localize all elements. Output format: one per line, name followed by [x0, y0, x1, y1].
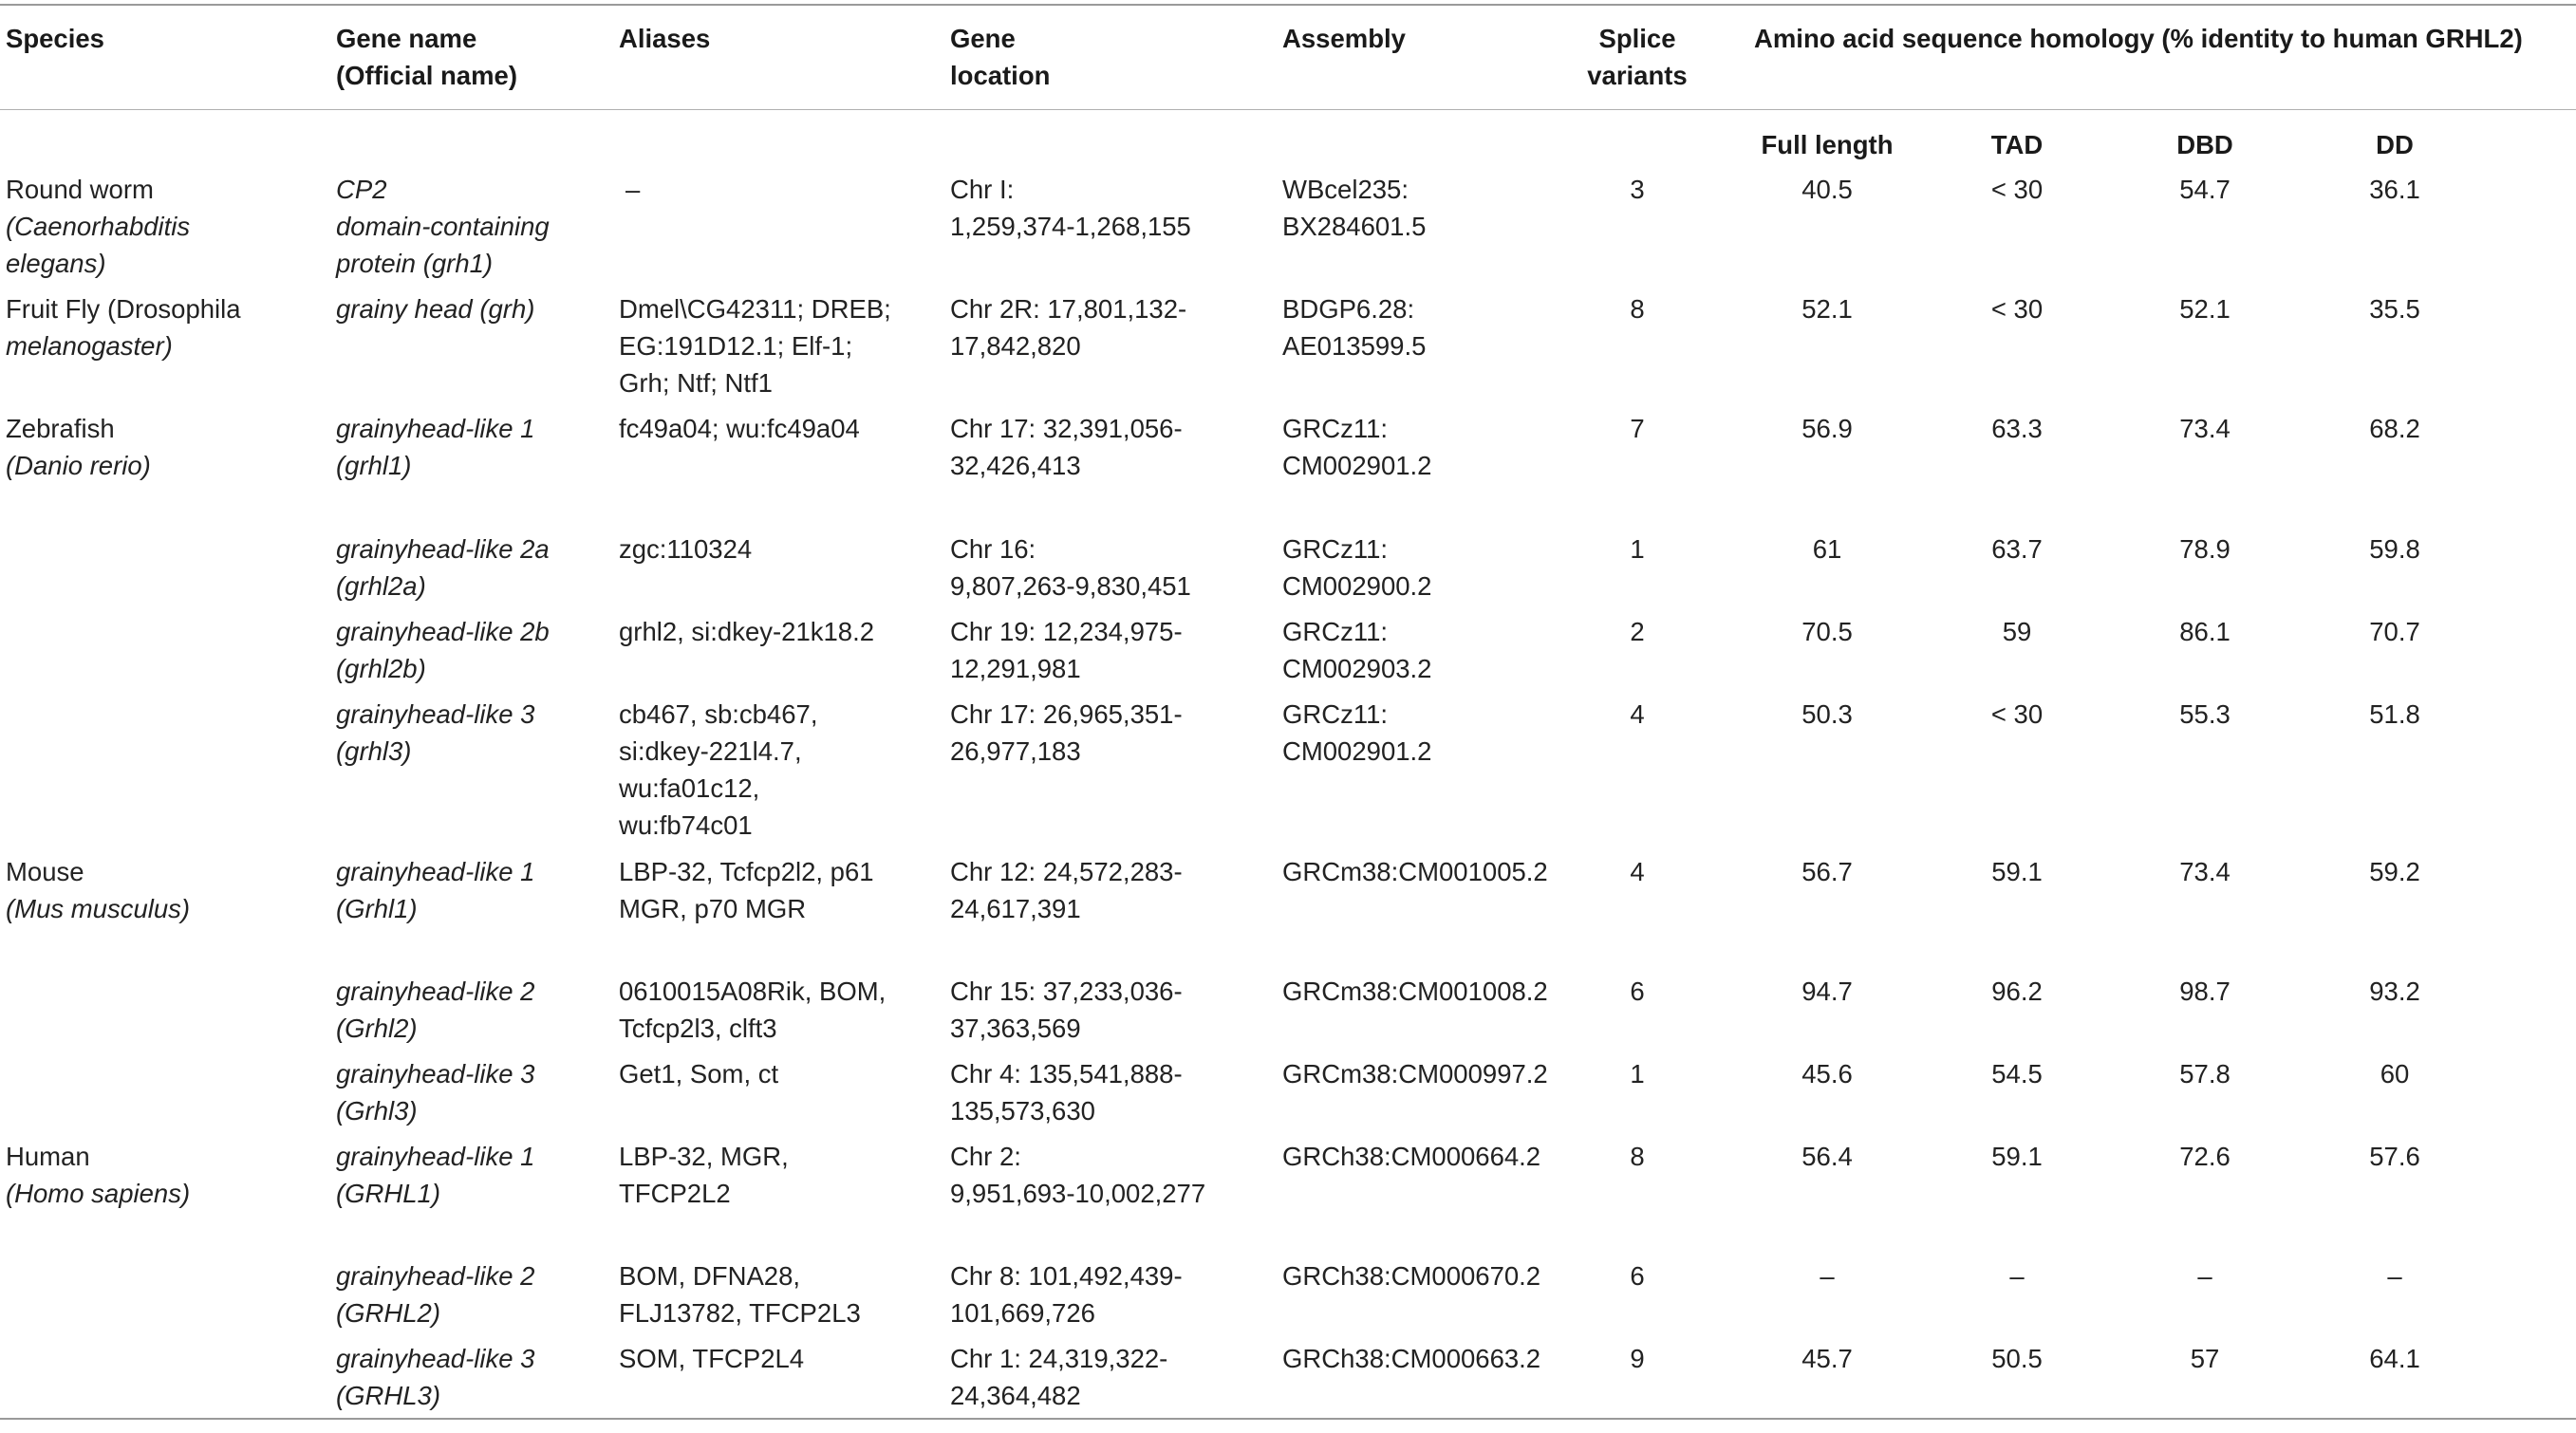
tad-cell: – [2009, 1261, 2025, 1291]
header-dd: DD [2376, 130, 2414, 159]
gene-name-cell: grainyhead-like 3 (Grhl3) [336, 1059, 535, 1126]
gene-name-cell: grainyhead-like 2 (Grhl2) [336, 977, 535, 1043]
gene-location-cell: Chr 17: 32,391,056- 32,426,413 [950, 414, 1183, 480]
gene-name-cell: CP2 domain-containing protein (grh1) [336, 175, 550, 278]
assembly-cell: GRCz11: CM002900.2 [1282, 534, 1432, 601]
dbd-cell: 98.7 [2179, 977, 2231, 1006]
assembly-cell: WBcel235: BX284601.5 [1282, 175, 1427, 241]
aliases-cell: cb467, sb:cb467, si:dkey-221l4.7, wu:fa01c12, wu:fb74c01 [619, 699, 818, 840]
assembly-cell: GRCz11: CM002901.2 [1282, 414, 1432, 480]
gene-name-cell: grainyhead-like 1 (Grhl1) [336, 857, 535, 923]
dbd-cell: – [2197, 1261, 2212, 1291]
gene-location-cell: Chr 1: 24,319,322- 24,364,482 [950, 1344, 1168, 1410]
dd-cell: 59.8 [2369, 534, 2420, 564]
gene-name-cell: grainyhead-like 2a (grhl2a) [336, 534, 550, 601]
tad-cell: < 30 [1990, 294, 2044, 324]
assembly-cell: GRCh38:CM000664.2 [1282, 1142, 1541, 1171]
dbd-cell: 54.7 [2179, 175, 2231, 204]
assembly-cell: GRCm38:CM001005.2 [1282, 857, 1548, 886]
assembly-cell: GRCz11: CM002903.2 [1282, 617, 1432, 683]
dd-cell: 93.2 [2369, 977, 2420, 1006]
full-length-cell: 50.3 [1801, 699, 1853, 729]
gene-name-cell: grainyhead-like 1 (GRHL1) [336, 1142, 535, 1208]
tad-cell: 59.1 [1991, 857, 2043, 886]
assembly-cell: GRCh38:CM000670.2 [1282, 1261, 1541, 1291]
header-homology-group: Amino acid sequence homology (% identity to human GRHL2) [1754, 24, 2523, 53]
dd-cell: 59.2 [2369, 857, 2420, 886]
header-aliases: Aliases [619, 24, 711, 53]
full-length-cell: 56.9 [1801, 414, 1853, 443]
dbd-cell: 73.4 [2179, 857, 2231, 886]
dd-cell: 36.1 [2369, 175, 2420, 204]
splice-variants-cell: 1 [1630, 1059, 1645, 1089]
gene-location-cell: Chr 19: 12,234,975- 12,291,981 [950, 617, 1183, 683]
tad-cell: < 30 [1990, 175, 2044, 204]
aliases-cell: SOM, TFCP2L4 [619, 1344, 805, 1373]
aliases-cell: fc49a04; wu:fc49a04 [619, 414, 860, 443]
tad-cell: 59 [2002, 617, 2032, 646]
aliases-cell: 0610015A08Rik, BOM, Tcfcp2l3, clft3 [619, 977, 887, 1043]
gene-name-cell: grainyhead-like 1 (grhl1) [336, 414, 535, 480]
tad-cell: 54.5 [1991, 1059, 2043, 1089]
dbd-cell: 86.1 [2179, 617, 2231, 646]
aliases-cell: Dmel\CG42311; DREB; EG:191D12.1; Elf-1; Grh; Ntf; Ntf1 [619, 294, 891, 398]
tad-cell: 59.1 [1991, 1142, 2043, 1171]
splice-variants-cell: 6 [1630, 1261, 1645, 1291]
dd-cell: 35.5 [2369, 294, 2420, 324]
dbd-cell: 72.6 [2179, 1142, 2231, 1171]
aliases-cell: LBP-32, Tcfcp2l2, p61 MGR, p70 MGR [619, 857, 874, 923]
full-length-cell: 45.6 [1801, 1059, 1853, 1089]
dd-cell: 51.8 [2369, 699, 2420, 729]
tad-cell: 50.5 [1991, 1344, 2043, 1373]
aliases-cell: grhl2, si:dkey-21k18.2 [619, 617, 875, 646]
header-tad: TAD [1990, 130, 2044, 159]
dbd-cell: 52.1 [2179, 294, 2231, 324]
splice-variants-cell: 2 [1630, 617, 1645, 646]
dbd-cell: 73.4 [2179, 414, 2231, 443]
dbd-cell: 78.9 [2179, 534, 2231, 564]
tad-cell: 96.2 [1991, 977, 2043, 1006]
header-splice-variants: Splice variants [1587, 24, 1688, 90]
header-full-length: Full length [1761, 130, 1894, 159]
header-species: Species [6, 24, 104, 53]
species-mouse: Mouse (Mus musculus) [6, 857, 191, 923]
header-gene-location: Gene location [950, 24, 1051, 90]
splice-variants-cell: 3 [1630, 175, 1645, 204]
table-bottom-rule [0, 1418, 2576, 1420]
gene-location-cell: Chr 4: 135,541,888- 135,573,630 [950, 1059, 1183, 1126]
table-top-rule [0, 4, 2576, 6]
gene-location-cell: Chr 15: 37,233,036- 37,363,569 [950, 977, 1183, 1043]
full-length-cell: 52.1 [1801, 294, 1853, 324]
full-length-cell: 40.5 [1801, 175, 1853, 204]
tad-cell: 63.3 [1991, 414, 2043, 443]
dd-cell: 60 [2380, 1059, 2410, 1089]
splice-variants-cell: 4 [1630, 699, 1645, 729]
aliases-cell: Get1, Som, ct [619, 1059, 779, 1089]
splice-variants-cell: 6 [1630, 977, 1645, 1006]
splice-variants-cell: 4 [1630, 857, 1645, 886]
assembly-cell: BDGP6.28: AE013599.5 [1282, 294, 1427, 361]
dd-cell: 64.1 [2369, 1344, 2420, 1373]
full-length-cell: 94.7 [1801, 977, 1853, 1006]
table-header-rule [0, 109, 2576, 110]
dd-cell: 68.2 [2369, 414, 2420, 443]
aliases-cell: zgc:110324 [619, 534, 753, 564]
dbd-cell: 55.3 [2179, 699, 2231, 729]
aliases-cell: BOM, DFNA28, FLJ13782, TFCP2L3 [619, 1261, 861, 1328]
tad-cell: 63.7 [1991, 534, 2043, 564]
full-length-cell: 56.4 [1801, 1142, 1853, 1171]
species-human: Human (Homo sapiens) [6, 1142, 191, 1208]
assembly-cell: GRCm38:CM000997.2 [1282, 1059, 1548, 1089]
splice-variants-cell: 7 [1630, 414, 1645, 443]
gene-location-cell: Chr I: 1,259,374-1,268,155 [950, 175, 1191, 241]
assembly-cell: GRCz11: CM002901.2 [1282, 699, 1432, 766]
dbd-cell: 57.8 [2179, 1059, 2231, 1089]
full-length-cell: 61 [1812, 534, 1842, 564]
header-gene-name: Gene name (Official name) [336, 24, 518, 90]
species-round-worm: Round worm (Caenorhabditis elegans) [6, 175, 191, 278]
full-length-cell: – [1820, 1261, 1835, 1291]
species-zebrafish: Zebrafish (Danio rerio) [6, 414, 151, 480]
gene-name-cell: grainyhead-like 2b (grhl2b) [336, 617, 550, 683]
splice-variants-cell: 1 [1630, 534, 1645, 564]
gene-name-cell: grainy head (grh) [336, 294, 535, 324]
gene-location-cell: Chr 8: 101,492,439- 101,669,726 [950, 1261, 1183, 1328]
tad-cell: < 30 [1990, 699, 2044, 729]
assembly-cell: GRCh38:CM000663.2 [1282, 1344, 1541, 1373]
gene-location-cell: Chr 17: 26,965,351- 26,977,183 [950, 699, 1183, 766]
full-length-cell: 56.7 [1801, 857, 1853, 886]
header-dbd: DBD [2176, 130, 2233, 159]
species-fruit-fly: Fruit Fly (Drosophila melanogaster) [6, 294, 241, 361]
gene-location-cell: Chr 12: 24,572,283- 24,617,391 [950, 857, 1183, 923]
dd-cell: 57.6 [2369, 1142, 2420, 1171]
splice-variants-cell: 8 [1630, 1142, 1645, 1171]
gene-location-cell: Chr 2R: 17,801,132- 17,842,820 [950, 294, 1187, 361]
aliases-cell: LBP-32, MGR, TFCP2L2 [619, 1142, 789, 1208]
gene-name-cell: grainyhead-like 2 (GRHL2) [336, 1261, 535, 1328]
full-length-cell: 45.7 [1801, 1344, 1853, 1373]
gene-name-cell: grainyhead-like 3 (grhl3) [336, 699, 535, 766]
dbd-cell: 57 [2190, 1344, 2220, 1373]
dd-cell: 70.7 [2369, 617, 2420, 646]
full-length-cell: 70.5 [1801, 617, 1853, 646]
splice-variants-cell: 8 [1630, 294, 1645, 324]
header-assembly: Assembly [1282, 24, 1406, 53]
dd-cell: – [2387, 1261, 2402, 1291]
gene-location-cell: Chr 16: 9,807,263-9,830,451 [950, 534, 1191, 601]
gene-location-cell: Chr 2: 9,951,693-10,002,277 [950, 1142, 1206, 1208]
splice-variants-cell: 9 [1630, 1344, 1645, 1373]
gene-name-cell: grainyhead-like 3 (GRHL3) [336, 1344, 535, 1410]
assembly-cell: GRCm38:CM001008.2 [1282, 977, 1548, 1006]
aliases-cell: – [625, 175, 641, 204]
